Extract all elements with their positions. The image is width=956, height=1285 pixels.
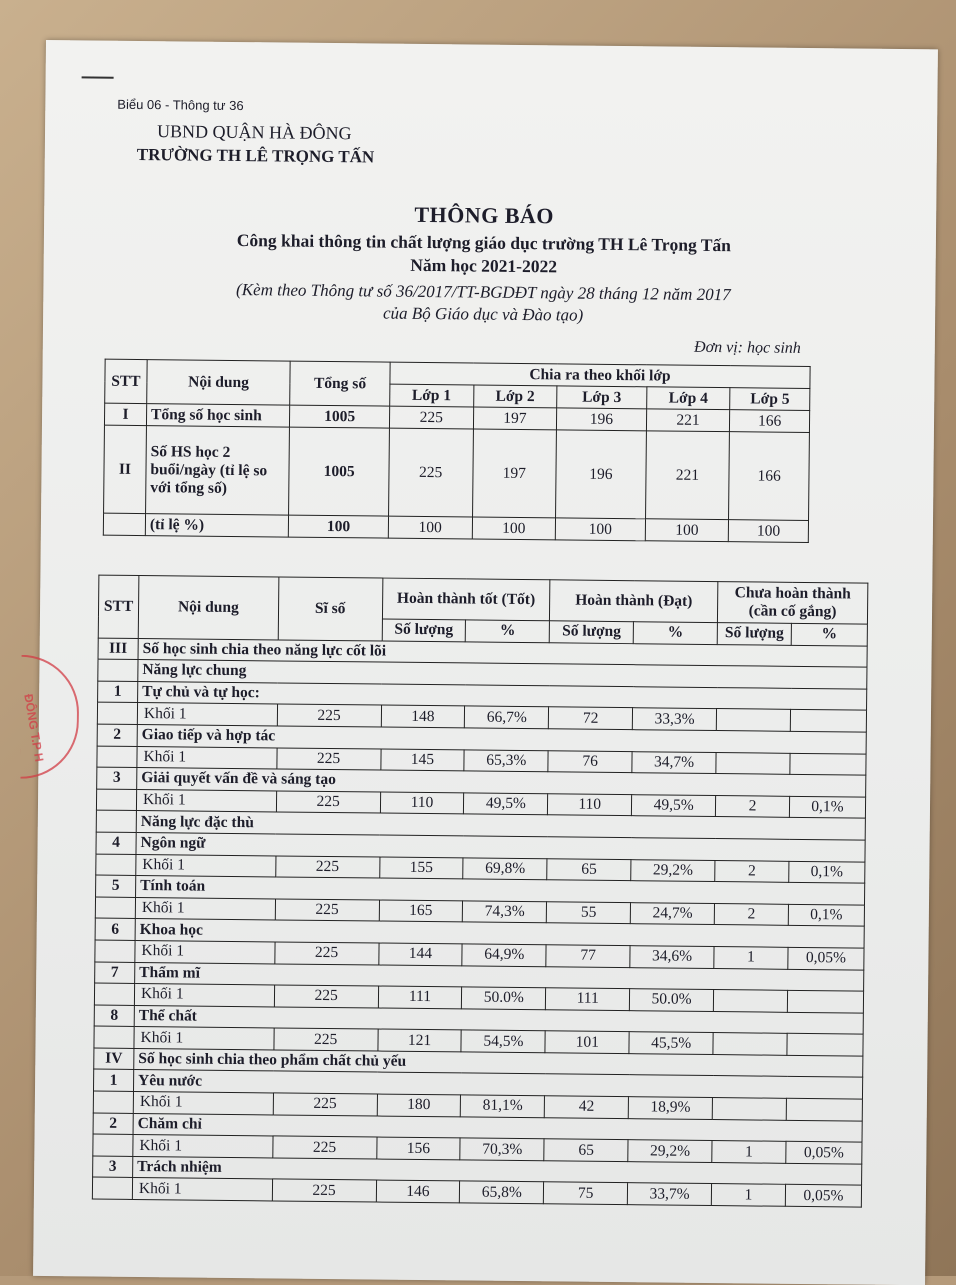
student-count-table [103,359,811,543]
row-stt: 2 [93,1113,133,1135]
item-title: Giao tiếp và hợp tác [137,724,866,753]
row-total: 1005 [290,405,390,428]
row-stt [93,1134,133,1156]
class-size: 225 [274,1028,378,1051]
notyet-count [713,1033,787,1055]
notyet-percent: 0,1% [789,861,865,883]
good-percent: 66,7% [465,706,549,728]
grade-value: 166 [729,432,810,521]
notyet-percent: 0,05% [786,1142,862,1164]
row-stt [93,1091,133,1113]
pass-count: 101 [545,1031,629,1053]
pass-percent: 29,2% [631,859,715,881]
row-stt [92,1177,132,1199]
row-stt [94,983,134,1005]
notyet-count [712,1098,786,1120]
item-title: Khoa học [135,919,864,948]
pass-count: 42 [545,1096,629,1118]
notyet-percent: 0,05% [785,1185,861,1207]
doc-title: THÔNG BÁO [414,201,555,229]
notyet-count: 1 [712,1141,786,1163]
pass-percent: 33,3% [632,708,716,730]
row-stt: III [98,638,138,660]
doc-subtitle: Công khai thông tin chất lượng giáo dục trường TH Lê Trọng Tấn [236,230,732,256]
school-name: TRƯỜNG TH LÊ TRỌNG TẤN [136,144,375,167]
header-grade: Lớp 4 [646,387,730,410]
row-stt: 4 [96,832,136,854]
row-stt [98,659,138,681]
header-pct: % [633,622,717,644]
section-title: Số học sinh chia theo phẩm chất chủ yếu [134,1048,863,1077]
notyet-count: 2 [715,795,789,817]
pass-count: 72 [549,707,633,729]
grade-value: 100 [645,519,729,542]
good-percent: 49,5% [464,793,548,815]
row-stt: 3 [97,767,137,789]
pass-percent: 50.0% [630,989,714,1011]
good-percent: 65,8% [460,1181,544,1203]
row-stt: I [104,403,146,425]
row-label: Khối 1 [136,854,276,877]
item-title: Tính toán [136,876,865,905]
header-stt: STT [105,359,147,403]
row-stt: 1 [93,1070,133,1092]
pass-count: 55 [547,902,631,924]
row-label: Khối 1 [137,703,277,726]
row-stt [103,513,145,535]
header-qty: Số lượng [550,621,634,643]
pass-count: 76 [548,750,632,772]
item-title: Tự chủ và tự học: [138,681,867,710]
header-grade: Lớp 5 [730,388,810,411]
good-count: 155 [379,857,463,879]
row-label: Khối 1 [134,1027,274,1050]
stamp-text: ĐÔNG T.P H [21,692,47,763]
pass-percent: 18,9% [628,1097,712,1119]
row-stt: 7 [95,962,135,984]
notyet-count: 1 [711,1184,785,1206]
district-name: UBND QUẬN HÀ ĐÔNG [156,121,352,144]
row-label: Khối 1 [133,1092,273,1115]
item-title: Chăm chỉ [133,1113,862,1142]
document-page [21,40,938,1285]
header-split: Chia ra theo khối lớp [390,362,810,388]
good-count: 146 [376,1180,460,1202]
good-count: 110 [380,792,464,814]
grade-value: 100 [472,517,556,540]
row-stt [97,702,137,724]
pass-percent: 34,7% [632,751,716,773]
row-label: Khối 1 [132,1178,272,1201]
pass-count: 65 [547,858,631,880]
row-stt [96,789,136,811]
pass-count: 111 [546,988,630,1010]
header-grade: Lớp 2 [473,385,557,408]
class-size: 225 [275,942,379,965]
pass-count: 110 [548,794,632,816]
row-label: Khối 1 [137,746,277,769]
notyet-percent [790,753,866,775]
grade-value: 221 [646,409,730,432]
row-stt: 8 [94,1005,134,1027]
notyet-percent [787,1034,863,1056]
grade-value: 166 [730,410,810,433]
pass-count: 75 [544,1182,628,1204]
good-percent: 74,3% [463,901,547,923]
notyet-count [716,709,790,731]
pass-percent: 45,5% [629,1032,713,1054]
class-size: 225 [277,748,381,771]
item-title: Thẩm mĩ [135,962,864,991]
class-size: 225 [277,704,381,727]
header-notyet: Chưa hoàn thành (cần cố gắng) [718,582,868,625]
row-stt: 2 [97,724,137,746]
notyet-percent: 0,1% [788,904,864,926]
pass-percent: 33,7% [628,1183,712,1205]
row-stt [97,746,137,768]
class-size: 225 [273,1093,377,1116]
unit-note: Đơn vị: học sinh [693,338,801,357]
quality-table [92,575,869,1208]
header-good: Hoàn thành tốt (Tốt) [382,578,550,621]
item-title: Yêu nước [133,1070,862,1099]
corner-dash [82,76,114,78]
header-qty: Số lượng [717,623,791,645]
good-count: 145 [380,749,464,771]
row-stt: 3 [93,1156,133,1178]
pass-percent: 49,5% [632,794,716,816]
notyet-count [716,752,790,774]
notyet-percent: 0,1% [789,796,865,818]
header-size: Sĩ số [278,577,382,641]
notyet-percent [790,710,866,732]
row-stt [96,810,136,832]
quality-table-body [92,638,867,1207]
table-header-row [98,575,867,624]
row-label: Khối 1 [133,1135,273,1158]
pass-percent: 34,6% [630,946,714,968]
grade-value: 197 [472,429,557,518]
grade-value: 196 [557,408,647,431]
pass-percent: 24,7% [630,902,714,924]
good-percent: 65,3% [464,749,548,771]
row-stt: 6 [95,918,135,940]
good-percent: 64,9% [462,944,546,966]
class-size: 225 [276,791,380,814]
class-size: 225 [275,855,379,878]
good-count: 148 [381,705,465,727]
row-stt [95,897,135,919]
header-pct: % [791,623,867,645]
row-label: Khối 1 [136,789,276,812]
grade-value: 221 [645,431,730,520]
row-stt: 1 [98,681,138,703]
table-row [104,425,810,520]
title-block [183,199,784,327]
row-total: 100 [289,515,389,538]
header-grade: Lớp 3 [557,386,647,409]
class-size: 225 [272,1179,376,1202]
notyet-percent [787,990,863,1012]
notyet-count: 2 [715,860,789,882]
row-label: (tỉ lệ %) [145,514,289,538]
row-stt: II [104,425,147,513]
school-year: Năm học 2021-2022 [410,254,558,277]
legal-reference-issuer: của Bộ Giáo dục và Đào tạo) [382,303,584,325]
pass-count: 77 [546,945,630,967]
row-label: Khối 1 [135,897,275,920]
form-code: Biểu 06 - Thông tư 36 [117,96,244,114]
good-percent: 54,5% [461,1030,545,1052]
good-count: 165 [379,900,463,922]
notyet-percent: 0,05% [788,947,864,969]
header-content: Nội dung [138,576,278,640]
item-title: Trách nhiệm [133,1156,862,1185]
good-percent: 50.0% [462,987,546,1009]
header-pct: % [466,620,550,642]
good-percent: 81,1% [461,1095,545,1117]
row-label: Khối 1 [134,984,274,1007]
header-content: Nội dung [147,360,291,405]
pass-percent: 29,2% [628,1140,712,1162]
row-stt: 5 [96,875,136,897]
class-size: 225 [274,985,378,1008]
row-label: Khối 1 [135,940,275,963]
row-stt: IV [94,1048,134,1070]
notyet-percent [786,1098,862,1120]
item-title: Ngôn ngữ [136,832,865,861]
header-pass: Hoàn thành (Đạt) [550,580,718,623]
row-stt [94,1026,134,1048]
row-total: 1005 [289,427,389,516]
grade-value: 100 [729,520,809,543]
grade-value: 100 [388,516,472,539]
good-percent: 70,3% [460,1138,544,1160]
row-label: Tổng số học sinh [146,404,290,428]
grade-value: 225 [389,406,473,429]
grade-value: 196 [556,430,646,519]
group-title: Năng lực chung [138,660,867,689]
header-total: Tổng số [290,361,390,406]
grade-value: 225 [388,428,473,517]
group-title: Năng lực đặc thù [136,811,865,840]
header-qty: Số lượng [382,619,466,641]
good-count: 180 [377,1094,461,1116]
good-count: 144 [378,943,462,965]
legal-reference: (Kèm theo Thông tư số 36/2017/TT-BGDĐT ngày 28 tháng 12 năm 2017 [236,280,731,305]
item-title: Thể chất [134,1005,863,1034]
grade-value: 197 [473,407,557,430]
section-title: Số học sinh chia theo năng lực cốt lõi [138,638,867,667]
class-size: 225 [273,1136,377,1159]
good-count: 111 [378,986,462,1008]
red-stamp [20,655,79,780]
notyet-count: 2 [714,903,788,925]
header-stt: STT [98,575,139,638]
good-percent: 69,8% [463,857,547,879]
row-stt [96,854,136,876]
row-label: Số HS học 2 buổi/ngày (tỉ lệ so với tổng số) [146,426,290,515]
header-grade: Lớp 1 [390,384,474,407]
pass-count: 65 [544,1139,628,1161]
good-count: 156 [376,1137,460,1159]
notyet-count: 1 [714,946,788,968]
row-stt [95,940,135,962]
notyet-count [713,990,787,1012]
class-size: 225 [275,899,379,922]
item-title: Giải quyết vấn đề và sáng tạo [137,768,866,797]
good-count: 121 [377,1029,461,1051]
grade-value: 100 [555,518,645,541]
